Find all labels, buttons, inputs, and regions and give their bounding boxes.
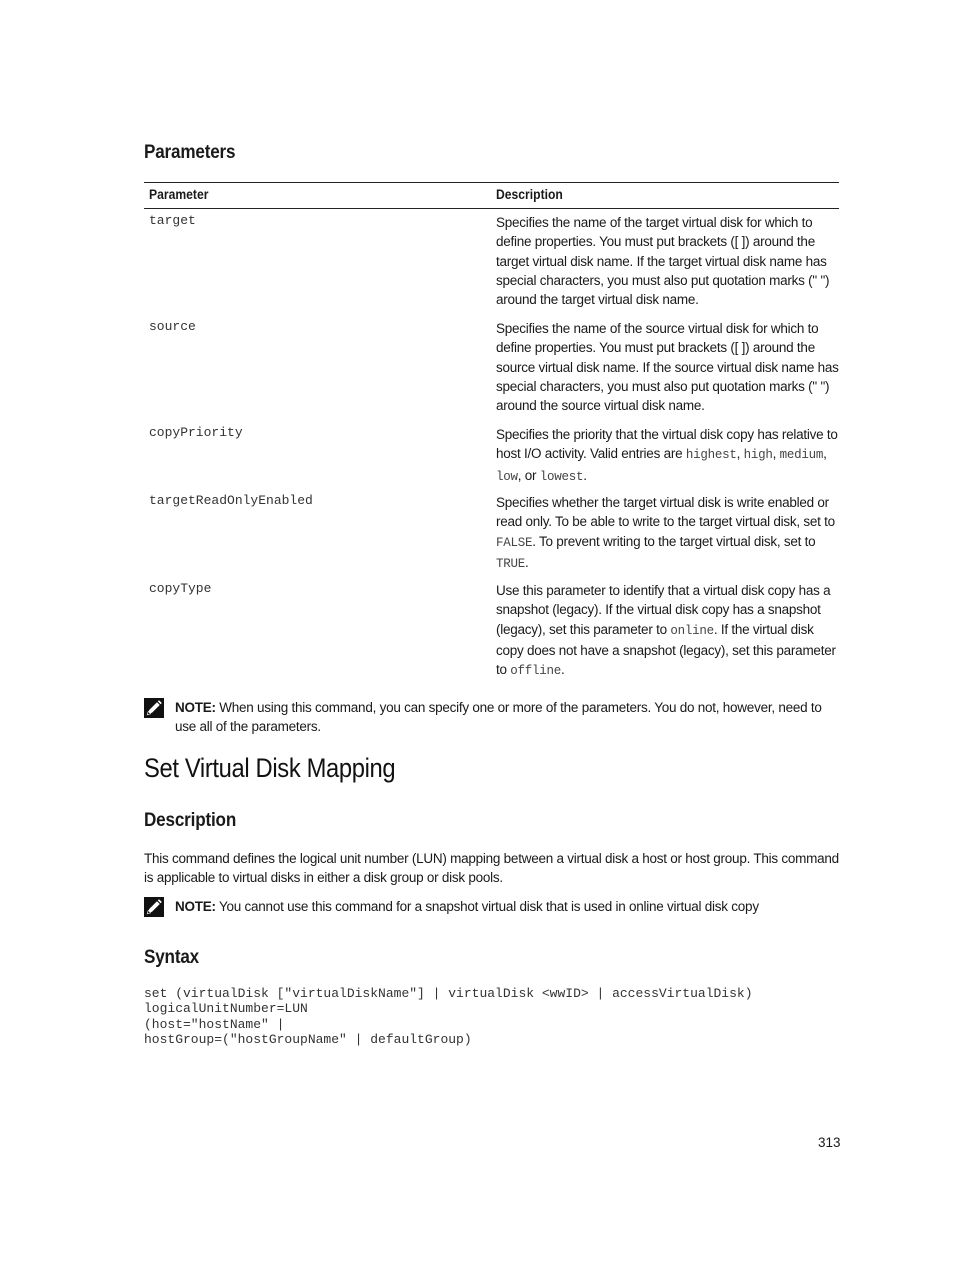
inline-code: TRUE xyxy=(496,556,526,571)
param-description: Use this parameter to identify that a virtual disk copy has a snapshot (legacy). If the virtual disk copy has a snapshot (legacy), set this parameter to online. If the virtual disk copy does not have a snapshot (legacy), set this parameter to offline. xyxy=(496,583,836,679)
param-name: copyType xyxy=(149,581,212,596)
pencil-note-icon xyxy=(144,897,164,917)
inline-code: offline xyxy=(510,664,562,679)
param-description: Specifies the name of the target virtual disk for which to define properties. You must put brackets ([ ]) around the target virtual disk name. If the target virtual disk name has special characters, you must also put quotation marks (" ") around the target virtual disk name. xyxy=(496,215,830,308)
table-top-rule xyxy=(144,182,839,183)
inline-code: medium xyxy=(779,448,824,463)
inline-code: online xyxy=(670,623,714,638)
param-name: target xyxy=(149,213,196,228)
syntax-code-block: set (virtualDisk ["virtualDiskName"] | virtualDisk <wwID> | accessVirtualDisk) logicalUnitNumber=LUN (host="hostName" | hostGroup=("hostGroupName" | defaultGroup) xyxy=(144,986,753,1047)
note-text xyxy=(175,897,840,916)
param-name: source xyxy=(149,319,196,334)
page-number: 313 xyxy=(818,1135,841,1150)
inline-code: lowest xyxy=(539,469,584,484)
inline-code: highest xyxy=(685,448,737,463)
param-description: Specifies the priority that the virtual disk copy has relative to host I/O activity. Valid entries are highest, high, medium, low, or lowest. xyxy=(496,427,838,484)
inline-code: high xyxy=(743,448,773,463)
inline-code: low xyxy=(496,469,518,484)
note-body: When using this command, you can specify one or more of the parameters. You do not, however, need to use all of the parameters. xyxy=(175,700,822,735)
param-name: copyPriority xyxy=(149,425,243,440)
note-text xyxy=(175,698,840,737)
description-heading: Description xyxy=(144,810,237,831)
inline-code: FALSE xyxy=(496,535,533,550)
column-header-parameter: Parameter xyxy=(149,187,209,202)
parameters-heading: Parameters xyxy=(144,142,236,163)
syntax-heading: Syntax xyxy=(144,947,199,968)
note-body: You cannot use this command for a snapshot virtual disk that is used in online virtual disk copy xyxy=(215,899,759,914)
param-description: Specifies whether the target virtual disk is write enabled or read only. To be able to write to the target virtual disk, set to FALSE. To prevent writing to the target virtual disk, set to TRUE. xyxy=(496,495,835,571)
pencil-note-icon xyxy=(144,698,164,718)
description-text: This command defines the logical unit number (LUN) mapping between a virtual disk a host or host group. This command is applicable to virtual disks in either a disk group or disk pools. xyxy=(144,851,839,886)
param-description: Specifies the name of the source virtual disk for which to define properties. You must put brackets ([ ]) around the source virtual disk name. If the source virtual disk name has special characters, you must also put quotation marks (" ") around the source virtual disk name. xyxy=(496,321,839,414)
note-label: NOTE: xyxy=(175,700,216,715)
param-name: targetReadOnlyEnabled xyxy=(149,493,313,508)
column-header-description: Description xyxy=(496,187,563,202)
section-title: Set Virtual Disk Mapping xyxy=(144,753,396,783)
note-parameters xyxy=(144,698,844,738)
table-header-rule xyxy=(144,208,839,209)
note-description xyxy=(144,897,844,919)
note-label: NOTE: xyxy=(175,899,216,914)
